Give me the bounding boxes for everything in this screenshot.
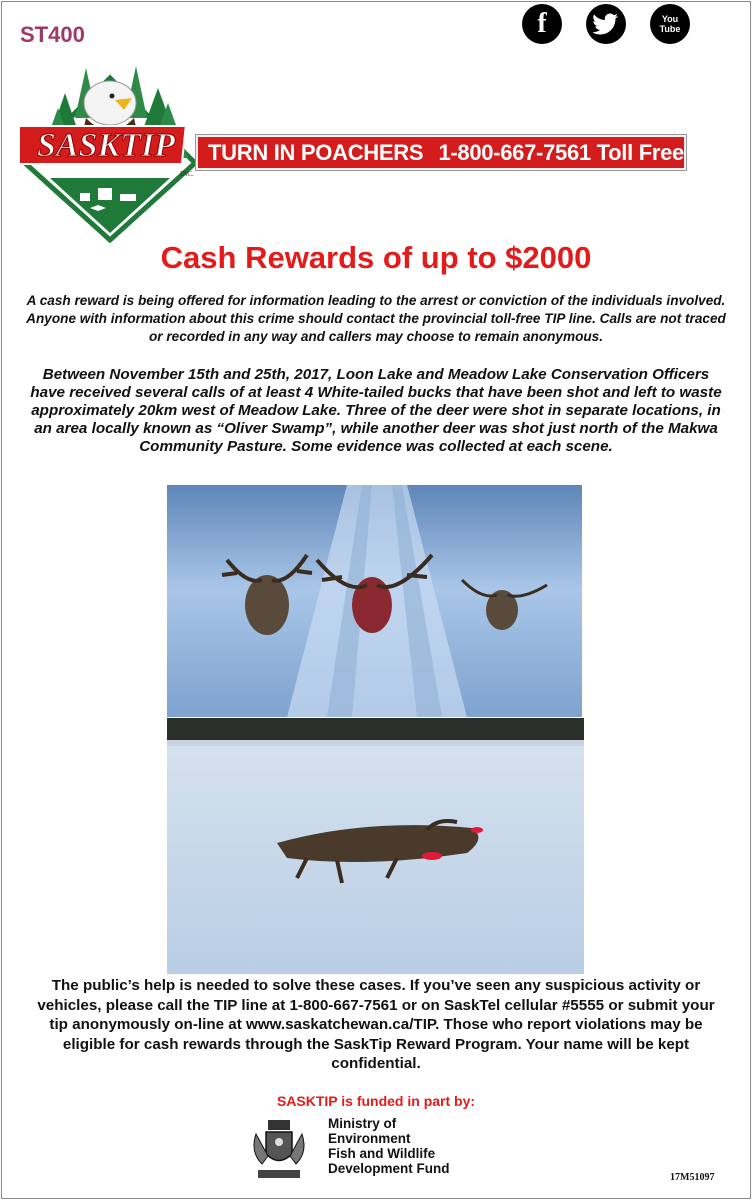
logo-inc: INC. — [180, 170, 194, 178]
ministry-line-4: Development Fund — [328, 1161, 450, 1176]
banner-phone: 1-800-667-7561 Toll Free — [438, 139, 684, 165]
youtube-label-top: You — [661, 14, 679, 24]
ministry-line-1: Ministry of — [328, 1116, 397, 1131]
twitter-icon[interactable] — [586, 4, 626, 44]
ministry-line-3: Fish and Wildlife — [328, 1146, 436, 1161]
sasktip-logo — [20, 48, 200, 243]
incident-description: Between November 15th and 25th, 2017, Loon Lake and Meadow Lake Conservation Officers have received several calls of at least 4 White-tailed bucks that have been shot and left to waste approximately 20km west of Meadow Lake. Three of the deer were shot in separate locations, in an area locally known as “Oliver Swamp”, while another deer was shot just north of the Makwa Community Pasture. Some evidence was collected at each scene. — [30, 366, 722, 455]
facebook-icon[interactable]: f — [522, 4, 562, 44]
twitter-bird-icon — [593, 13, 619, 35]
public-help-text: The public’s help is needed to solve these cases. If you’ve seen any suspicious activity or vehicles, please call the TIP line at 1-800-667-7561 or on SaskTel cellular #5555 or submit your tip anonymously on-line at www.saskatchewan.ca/TIP. Those who report violations may be eligible for cash rewards through the SaskTip Reward Program. Your name will be kept confidential. — [37, 977, 715, 1072]
reference-number: 17M51097 — [670, 1172, 715, 1183]
reward-intro-text: A cash reward is being offered for information leading to the arrest or conviction of the individuals involved. Anyone with information about this crime should contact the provincial toll-free TIP line. Calls are not traced or recorded in any way and callers may choose to remain anonymous. — [26, 293, 726, 344]
funding-note: SASKTIP is funded in part by: — [276, 1093, 476, 1109]
ministry-line-2: Environment — [328, 1131, 411, 1146]
deer-heads-photo — [167, 485, 582, 717]
cash-reward-headline: Cash Rewards of up to $2000 — [160, 240, 592, 275]
logo-wordmark: SASKTIP — [37, 127, 175, 164]
saskatchewan-crest-icon — [248, 1112, 310, 1182]
banner-slogan: TURN IN POACHERS — [208, 139, 424, 165]
poster-code: ST400 — [20, 22, 85, 47]
deer-carcass-photo — [167, 718, 584, 974]
turn-in-poachers-banner — [196, 135, 686, 170]
youtube-icon[interactable] — [650, 4, 690, 44]
youtube-label-bottom: Tube — [659, 24, 681, 34]
ministry-credit — [328, 1116, 450, 1176]
